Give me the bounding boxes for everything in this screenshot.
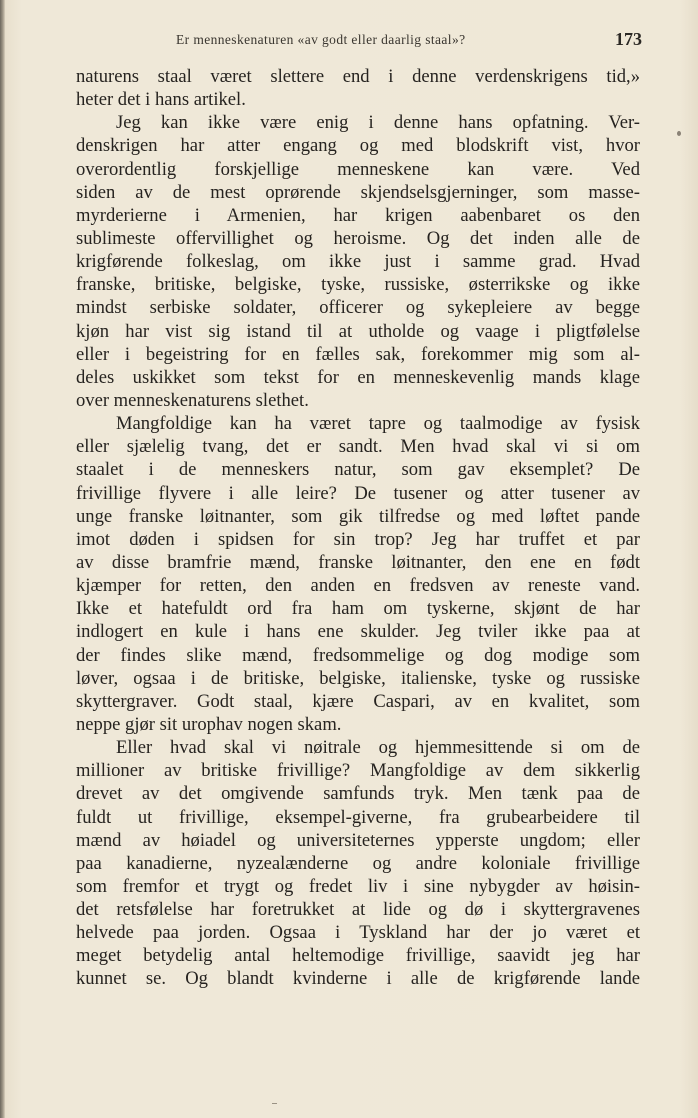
text-line: overordentlig forskjellige menneskene kan være. Ved: [76, 158, 640, 180]
page-spine-edge: [0, 0, 5, 1118]
text-line: fuldt ut frivillige, eksempel-giverne, fra grubearbeidere til: [76, 806, 640, 828]
text-line: imot døden i spidsen for sin trop? Jeg har truffet et par: [76, 528, 640, 550]
text-line: Jeg kan ikke være enig i denne hans opfatning. Ver-: [116, 112, 640, 134]
text-line: paa kanadierne, nyzealænderne og andre koloniale frivillige: [76, 852, 640, 874]
text-line: drevet av det omgivende samfunds tryk. Men tænk paa de: [76, 783, 640, 805]
text-line: neppe gjør sit urophav nogen skam.: [76, 713, 342, 735]
text-line: frivillige flyvere i alle leire? De tusener og atter tusener av: [76, 482, 640, 504]
body-text: [76, 65, 640, 991]
text-line: skyttergraver. Godt staal, kjære Caspari, av en kvalitet, som: [76, 690, 640, 712]
text-line: denskrigen har atter engang og med blodskrift vist, hvor: [76, 135, 640, 157]
text-line: siden av de mest oprørende skjendselsgjerninger, som masse-: [76, 181, 640, 203]
text-line: det retsfølelse har foretrukket at lide og dø i skyttergravenes: [76, 899, 640, 921]
text-line: unge franske løitnanter, som gik tilfredse og med løftet pande: [76, 505, 640, 527]
text-line: kunnet se. Og blandt kvinderne i alle de krigførende lande: [76, 968, 640, 990]
text-line: Eller hvad skal vi nøitrale og hjemmesittende si om de: [116, 737, 640, 759]
text-line: kjøn har vist sig istand til at utholde og vaage i pligtfølelse: [76, 320, 640, 342]
text-line: deles uskikket som tekst for en menneskevenlig mands klage: [76, 366, 640, 388]
text-line: kjæmper for retten, den anden en fredsven av reneste vand.: [76, 575, 640, 597]
text-line: eller i begeistring for en fælles sak, forekommer mig som al-: [76, 343, 640, 365]
text-line: av disse bramfrie mænd, franske løitnanter, den ene en født: [76, 551, 640, 573]
text-line: franske, britiske, belgiske, tyske, russiske, østerrikske og ikke: [76, 274, 640, 296]
text-line: meget betydelig antal heltemodige frivillige, saavidt jeg har: [76, 945, 640, 967]
running-head: [60, 28, 642, 52]
text-line: staalet i de menneskers natur, som gav eksemplet? De: [76, 459, 640, 481]
text-line: Mangfoldige kan ha været tapre og taalmodige av fysisk: [116, 413, 640, 435]
text-line: heter det i hans artikel.: [76, 89, 246, 111]
text-line: mindst serbiske soldater, officerer og sykepleiere av begge: [76, 297, 640, 319]
text-line: naturens staal været slettere end i denne verdenskrigens tid,»: [76, 66, 640, 87]
text-line: mænd av høiadel og universiteternes ypperste ungdom; eller: [76, 829, 640, 851]
text-line: krigførende folkeslag, om ikke just i samme grad. Hvad: [76, 251, 640, 273]
text-line: myrderierne i Armenien, har krigen aabenbaret os den: [76, 204, 640, 226]
text-line: indlogert en kule i hans ene skulder. Jeg tviler ikke paa at: [76, 621, 640, 643]
paper-speck: [677, 131, 681, 136]
text-line: millioner av britiske frivillige? Mangfoldige av dem sikkerlig: [76, 760, 640, 782]
text-line: eller sjælelig tvang, det er sandt. Men hvad skal vi si om: [76, 436, 640, 458]
text-line: helvede paa jorden. Ogsaa i Tyskland har der jo været et: [76, 922, 640, 944]
text-line: der findes slike mænd, fredsommelige og dog modige som: [76, 644, 640, 666]
running-title: Er menneskenaturen «av godt eller daarlig staal»?: [176, 32, 466, 47]
text-line: Ikke et hatefuldt ord fra ham om tyskerne, skjønt de har: [76, 598, 640, 620]
text-line: sublimeste offervillighet og heroisme. Og det inden alle de: [76, 227, 640, 249]
text-line: over menneskenaturens slethet.: [76, 389, 309, 411]
text-line: som fremfor et trygt og fredet liv i sine nybygder av høisin-: [76, 875, 640, 897]
paper-mark: [272, 1103, 277, 1104]
page-number: 173: [615, 29, 642, 49]
text-line: løver, ogsaa i de britiske, belgiske, italienske, tyske og russiske: [76, 667, 640, 689]
